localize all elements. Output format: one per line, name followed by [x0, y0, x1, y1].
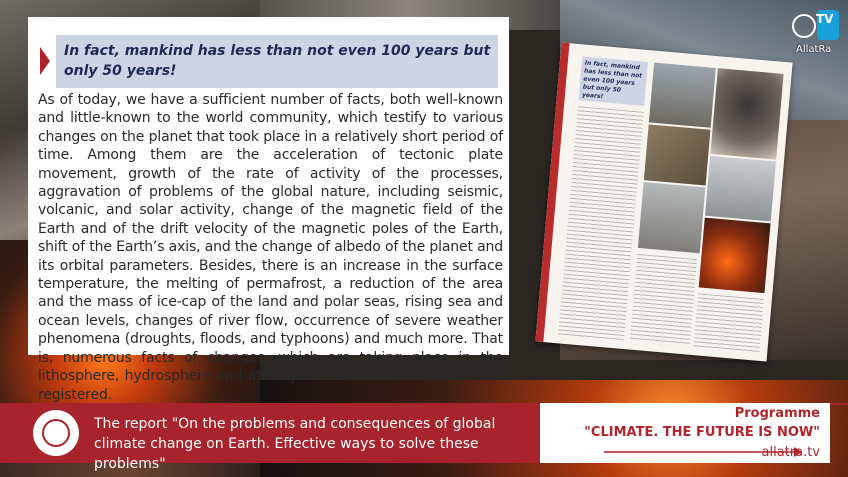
doc-text-column: [558, 106, 644, 341]
doc-image-smoke: [710, 68, 783, 159]
doc-quote-text: In fact, mankind has less than not even 100 years but only 50 years!: [581, 59, 643, 101]
report-icon-ring: [42, 419, 70, 447]
logo-name: AllatRa: [796, 44, 832, 55]
programme-label: Programme: [734, 406, 820, 421]
programme-title: "CLIMATE. THE FUTURE IS NOW": [584, 425, 820, 440]
doc-image-flood: [649, 63, 716, 128]
doc-image-ice: [705, 156, 776, 222]
quote-box: [38, 35, 498, 88]
quote-arrow-icon: [38, 35, 56, 88]
doc-image-lava: [699, 218, 771, 293]
doc-text-column-2: [630, 254, 697, 347]
programme-website[interactable]: allatra.tv: [761, 445, 820, 460]
text-panel: [28, 17, 509, 403]
doc-image-town: [638, 182, 706, 253]
report-icon: [33, 410, 79, 456]
body-paragraph: As of today, we have a sufficient number of facts, both well-known and little-known to the world community, which testify to various changes on the planet that took place in a relatively short period of time. Among them are the acceleration of tectonic plate movement, growth of the rate of activity of the processes, aggravation of problems of the global nature, including seismic, volcanic, and solar activity, change of the magnetic field of the Earth and of the drift velocity of the magnetic poles of the Earth, shift of the Earth’s axis, and the change of albedo of the planet and its orbital parameters. Besides, there is an increase in the surface temperature, the melting of permafrost, a reduction of the area and the mass of ice-cap of the land and polar seas, rising sea and ocean levels, changes of river flow, occurrence of severe weather phenomena (droughts, floods, and typhoons) and much more. That is, numerous facts of changes, which are taking place in the lithosphere, hydrosphere and atmosphere of the Earth, have been registered.: [38, 92, 503, 403]
programme-box: [540, 403, 830, 463]
doc-image-crack: [644, 124, 711, 185]
doc-quote-box: [579, 56, 649, 106]
report-title: The report "On the problems and consequences of global climate change on Earth. Effective ways to solve these problems": [94, 416, 496, 472]
report-page-thumbnail: [535, 42, 792, 361]
doc-text-column-3: [693, 293, 763, 353]
logo-badge: TV: [816, 12, 834, 26]
quote-text: In fact, mankind has less than not even 100 years but only 50 years!: [64, 43, 491, 79]
